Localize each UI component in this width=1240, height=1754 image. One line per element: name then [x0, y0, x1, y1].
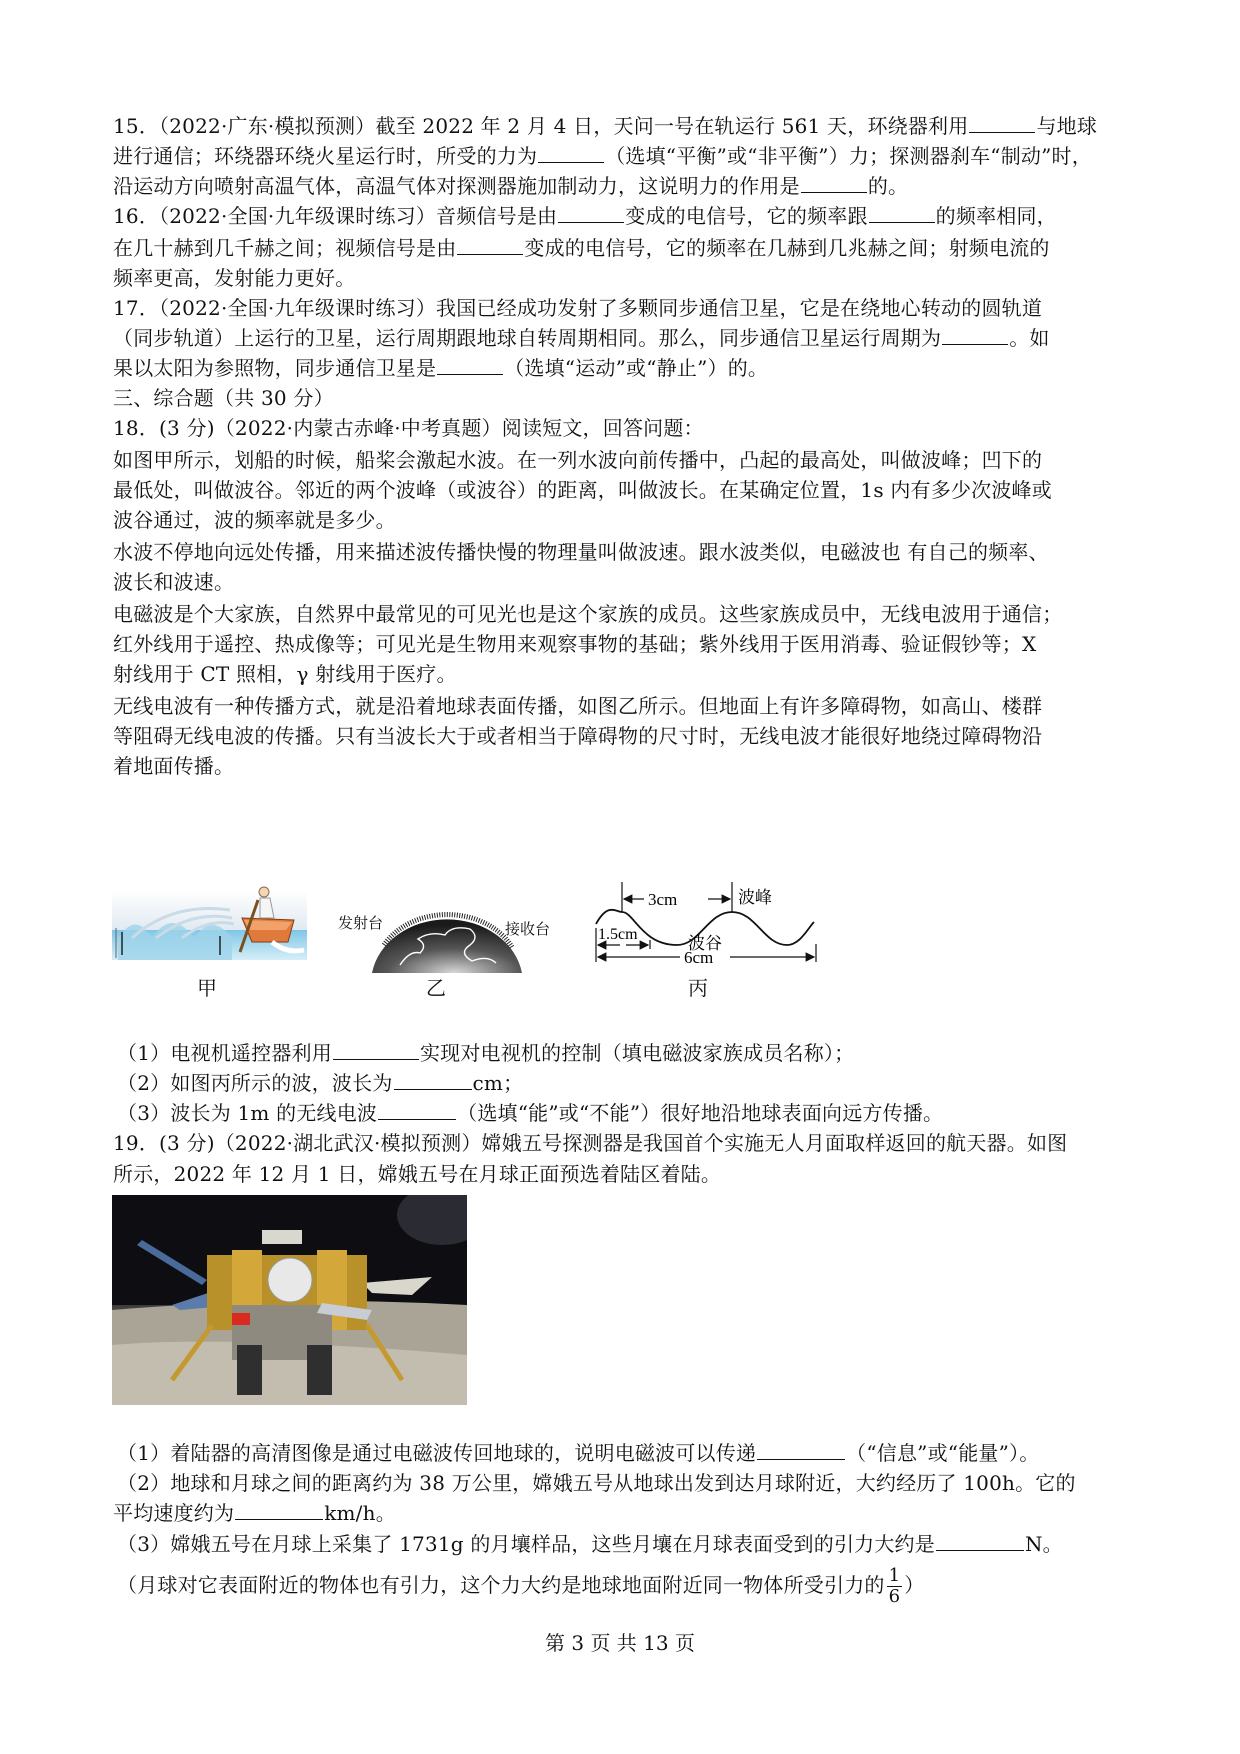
q15-text: 进行通信；环绕器环绕火星运行时，所受的力为 [113, 144, 538, 168]
answer-blank[interactable] [538, 140, 604, 163]
q15-text: 沿运动方向喷射高温气体，高温气体对探测器施加制动力，这说明力的作用是 [113, 174, 800, 198]
figure-caption-bing: 丙 [688, 976, 708, 1000]
q17-text: 果以太阳为参照物，同步通信卫星是 [113, 356, 437, 380]
q16-text: 16．（2022·全国·九年级课时练习）音频信号是由 [113, 204, 558, 228]
answer-blank[interactable] [558, 200, 624, 223]
page-footer: 第 3 页 共 13 页 [545, 1631, 695, 1655]
q19-line2: 所示，2022 年 12 月 1 日，嫦娥五号在月球正面预选着陆区着陆。 [113, 1162, 722, 1186]
q17-text: 。如 [1009, 326, 1050, 350]
q17-text: （同步轨道）上运行的卫星，运行周期跟地球自转周期相同。那么，同步通信卫星运行周期为 [113, 326, 942, 350]
q18-sub-text: （3）波长为 1m 的无线电波 [117, 1101, 378, 1125]
q15-text: 15．（2022·广东·模拟预测）截至 2022 年 2 月 4 日，天问一号在轨运行 561 天，环绕器利用 [113, 114, 969, 138]
peak-label: 波峰 [738, 888, 772, 908]
q18-para-line: 最低处，叫做波谷。邻近的两个波峰（或波谷）的距离，叫做波长。在某确定位置，1s 内有多少次波峰或 [113, 478, 1052, 502]
answer-blank[interactable] [333, 1037, 419, 1060]
q16-text: 在几十赫到几千赫之间；视频信号是由 [113, 236, 457, 260]
trough-label: 波谷 [688, 934, 722, 954]
answer-blank[interactable] [235, 1497, 323, 1520]
q18-para-line: 无线电波有一种传播方式，就是沿着地球表面传播，如图乙所示。但地面上有许多障碍物，如高山、楼群 [113, 694, 1043, 718]
q17-line1: 17．（2022·全国·九年级课时练习）我国已经成功发射了多颗同步通信卫星，它是在绕地心转动的圆轨道 [113, 296, 1043, 320]
q18-para-line: 射线用于 CT 照相，γ 射线用于医疗。 [113, 662, 457, 686]
earth-surface-figure [370, 905, 525, 975]
q17-text: （选填“运动”或“静止”）的。 [504, 356, 769, 380]
q18-sub3 [117, 1097, 943, 1129]
q18-para-line: 水波不停地向远处传播，用来描述波传播快慢的物理量叫做波速。跟水波类似，电磁波也 有自己的频率、 [113, 540, 1049, 564]
answer-blank[interactable] [757, 1437, 845, 1460]
q17-line2 [113, 322, 1050, 354]
lander-illustration [112, 1195, 467, 1405]
lunar-lander-photo [112, 1195, 467, 1405]
answer-blank[interactable] [936, 1528, 1024, 1551]
q19-sub2b [113, 1497, 396, 1529]
q19-note [117, 1566, 924, 1607]
answer-blank[interactable] [801, 170, 867, 193]
q18-sub-text: （1）电视机遥控器利用 [117, 1041, 332, 1065]
fraction-denominator: 6 [888, 1586, 901, 1607]
q19-note-text: （月球对它表面附近的物体也有引力，这个力大约是地球地面附近同一物体所受引力的 [117, 1573, 885, 1597]
q17-line3 [113, 352, 768, 384]
q18-para-line: 着地面传播。 [113, 754, 235, 778]
q18-sub-text: 实现对电视机的控制（填电磁波家族成员名称）； [419, 1041, 855, 1065]
q18-sub2 [117, 1067, 523, 1099]
q15-text: 与地球 [1036, 114, 1098, 138]
q19-note-text: ） [904, 1573, 925, 1597]
q18-header: 18．(3 分)（2022·内蒙古赤峰·中考真题）阅读短文，回答问题： [113, 416, 704, 440]
answer-blank[interactable] [457, 232, 523, 255]
answer-blank[interactable] [394, 1067, 472, 1090]
top-dimension-label: 3cm [648, 890, 678, 909]
half-dimension-label: 1.5cm [598, 926, 638, 943]
q19-sub-text: （3）嫦娥五号在月球上采集了 1731g 的月壤样品，这些月壤在月球表面受到的引力大约是 [117, 1532, 935, 1556]
q19-sub3 [117, 1528, 1063, 1560]
q16-line1 [113, 200, 1057, 232]
fraction-one-sixth [887, 1566, 903, 1607]
boat-wave-figure [112, 880, 307, 970]
q15-text: （选填“平衡”或“非平衡”）力；探测器刹车“制动”时， [605, 144, 1092, 168]
q15-line1 [113, 110, 1097, 142]
q18-sub1 [117, 1037, 854, 1069]
q19-sub-text: N。 [1024, 1532, 1063, 1556]
q18-para-line: 等阻碍无线电波的传播。只有当波长大于或者相当于障碍物的尺寸时，无线电波才能很好地绕过障碍物沿 [113, 724, 1043, 748]
q18-para-line: 如图甲所示，划船的时候，船桨会激起水波。在一列水波向前传播中，凸起的最高处，叫做波峰；凹下的 [113, 448, 1043, 472]
figure-caption-jia: 甲 [197, 976, 217, 1000]
answer-blank[interactable] [942, 322, 1008, 345]
q19-sub-text: （1）着陆器的高清图像是通过电磁波传回地球的，说明电磁波可以传递 [117, 1441, 757, 1465]
q18-para-line: 电磁波是个大家族，自然界中最常见的可见光也是这个家族的成员。这些家族成员中，无线电波用于通信； [113, 602, 1063, 626]
q18-para-line: 波长和波速。 [113, 570, 235, 594]
answer-blank[interactable] [437, 352, 503, 375]
q19-line1: 19．(3 分)（2022·湖北武汉·模拟预测）嫦娥五号探测器是我国首个实施无人月面取样返回的航天器。如图 [113, 1131, 1068, 1155]
q18-para-line: 波谷通过，波的频率就是多少。 [113, 508, 396, 532]
q19-sub1 [117, 1437, 1039, 1469]
q19-sub-text: 平均速度约为 [113, 1501, 235, 1525]
q18-sub-text: （2）如图丙所示的波，波长为 [117, 1071, 393, 1095]
q15-text: 的。 [867, 174, 909, 198]
q18-sub-text: （选填“能”或“不能”）很好地沿地球表面向远方传播。 [457, 1101, 944, 1125]
answer-blank[interactable] [969, 110, 1035, 133]
q16-line2 [113, 232, 1050, 264]
fraction-numerator: 1 [888, 1565, 901, 1586]
q15-line3 [113, 170, 908, 202]
q16-text: 的频率相同， [935, 204, 1057, 228]
q19-sub2a: （2）地球和月球之间的距离约为 38 万公里，嫦娥五号从地球出发到达月球附近，大约经历了 100h。它的 [117, 1471, 1076, 1495]
q18-sub-text: cm； [472, 1071, 524, 1095]
q16-text: 变成的电信号，它的频率跟 [625, 204, 868, 228]
figure-caption-yi: 乙 [426, 976, 446, 1000]
q19-sub-text: （“信息”或“能量”）。 [846, 1441, 1040, 1465]
q19-sub-text: km/h。 [324, 1501, 396, 1525]
q18-para-line: 红外线用于遥控、热成像等；可见光是生物用来观察事物的基础；紫外线用于医用消毒、验证假钞等；X [113, 632, 1037, 656]
section-heading: 三、综合题（共 30 分） [113, 386, 334, 410]
q15-line2 [113, 140, 1092, 172]
receiver-label: 接收台 [505, 920, 551, 938]
answer-blank[interactable] [869, 200, 935, 223]
full-dimension-label: 6cm [684, 948, 714, 967]
transmitter-label: 发射台 [338, 914, 384, 932]
q16-line3: 频率更高，发射能力更好。 [113, 266, 356, 290]
q16-text: 变成的电信号，它的频率在几赫到几兆赫之间；射频电流的 [524, 236, 1050, 260]
answer-blank[interactable] [378, 1097, 456, 1120]
wavelength-diagram [590, 872, 820, 967]
